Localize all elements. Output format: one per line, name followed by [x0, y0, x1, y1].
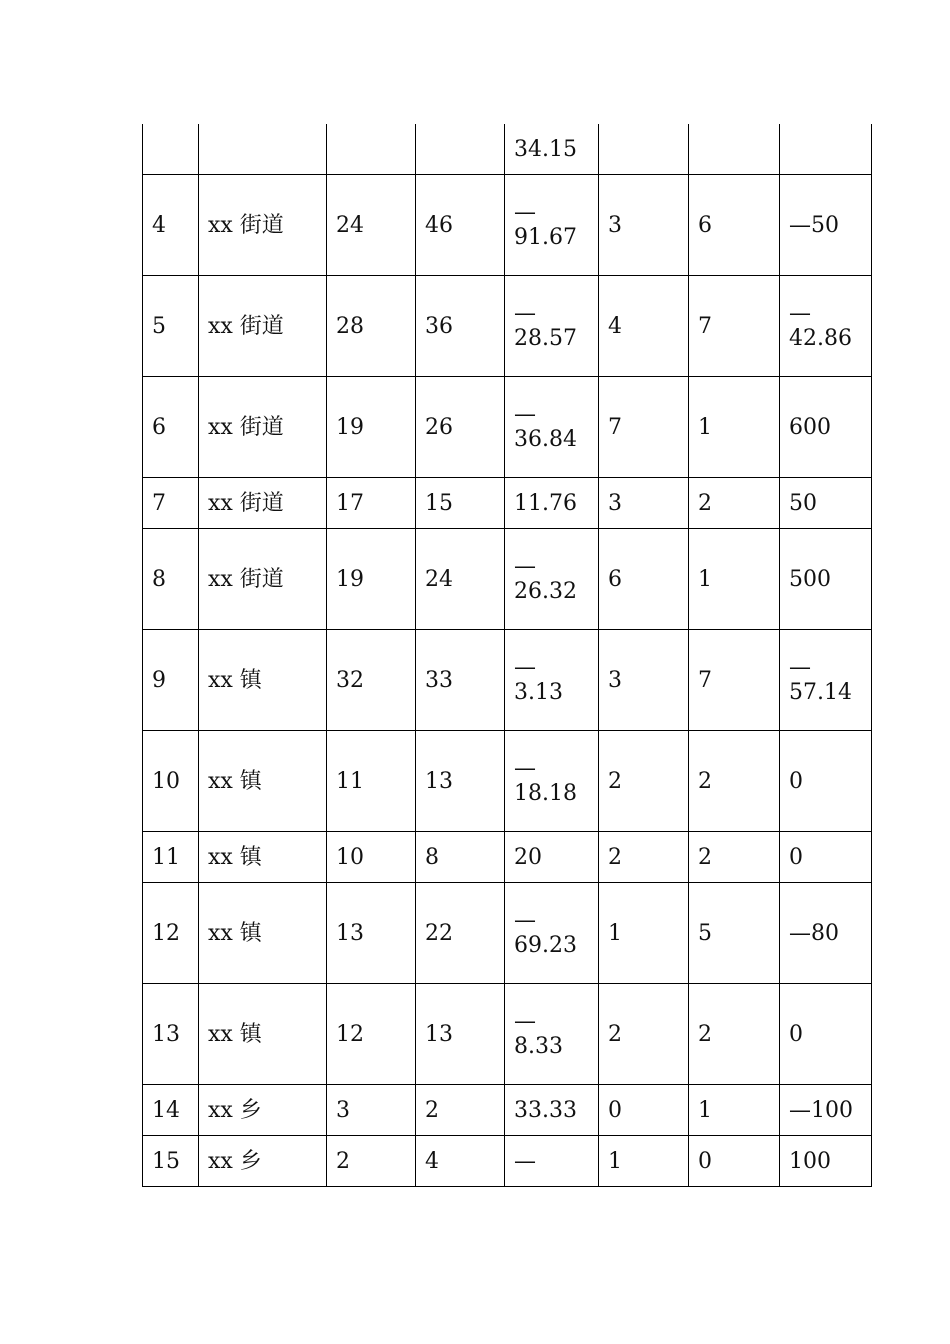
cell-value-c [599, 124, 689, 175]
cell-value-c: 0 [599, 1085, 689, 1136]
cell-rate-2 [780, 529, 872, 630]
cell-number: 13 [143, 984, 199, 1085]
cell-text-line: 33.33 [514, 1097, 577, 1123]
cell-text-line: 26.32 [514, 579, 577, 604]
cell-value-b: 46 [416, 175, 505, 276]
cell-text-line: — [514, 554, 536, 579]
cell-value-c: 1 [599, 1136, 689, 1187]
cell-number: 12 [143, 883, 199, 984]
cell-value-a: 2 [327, 1136, 416, 1187]
cell-value-d: 2 [689, 984, 780, 1085]
cell-value-b: 33 [416, 630, 505, 731]
cell-text-line: 91.67 [514, 225, 577, 250]
cell-number: 15 [143, 1136, 199, 1187]
cell-text-line: — [514, 301, 536, 326]
cell-value-a: 32 [327, 630, 416, 731]
table-row [143, 832, 872, 883]
cell-rate-1 [505, 276, 599, 377]
cell-area-name: xx 镇 [199, 731, 327, 832]
cell-rate-2 [780, 1136, 872, 1187]
cell-number: 10 [143, 731, 199, 832]
cell-text-line: — [514, 402, 536, 427]
cell-text-line: 0 [789, 844, 803, 870]
cell-value-c: 2 [599, 832, 689, 883]
cell-text-line: — [514, 908, 536, 933]
cell-text-line: 500 [789, 566, 831, 592]
cell-rate-1 [505, 731, 599, 832]
cell-value-a: 3 [327, 1085, 416, 1136]
cell-text-line: 42.86 [789, 326, 852, 351]
table-row [143, 883, 872, 984]
cell-value-a: 10 [327, 832, 416, 883]
cell-rate-1 [505, 175, 599, 276]
cell-text-line: — [789, 655, 811, 680]
cell-value-d: 2 [689, 731, 780, 832]
cell-value-a: 19 [327, 377, 416, 478]
table-row [143, 529, 872, 630]
cell-text-line: — [789, 301, 811, 326]
cell-value-c: 2 [599, 731, 689, 832]
cell-area-name: xx 街道 [199, 478, 327, 529]
cell-value-b: 13 [416, 984, 505, 1085]
cell-number: 5 [143, 276, 199, 377]
cell-rate-1 [505, 1085, 599, 1136]
cell-value-d [689, 124, 780, 175]
cell-area-name [199, 124, 327, 175]
cell-value-b: 22 [416, 883, 505, 984]
cell-value-d: 1 [689, 529, 780, 630]
cell-rate-1 [505, 478, 599, 529]
cell-area-name: xx 街道 [199, 377, 327, 478]
table-row [143, 731, 872, 832]
cell-text-line: — [514, 1009, 536, 1034]
cell-value-c: 6 [599, 529, 689, 630]
cell-number: 9 [143, 630, 199, 731]
cell-area-name: xx 乡 [199, 1085, 327, 1136]
cell-area-name: xx 镇 [199, 883, 327, 984]
cell-rate-1 [505, 1136, 599, 1187]
cell-value-a: 17 [327, 478, 416, 529]
cell-value-b: 26 [416, 377, 505, 478]
cell-value-a: 13 [327, 883, 416, 984]
cell-value-c: 3 [599, 175, 689, 276]
cell-rate-1 [505, 832, 599, 883]
table-row [143, 630, 872, 731]
cell-text-line: 100 [789, 1148, 831, 1174]
table-row [143, 124, 872, 175]
cell-value-d: 1 [689, 377, 780, 478]
cell-text-line: 20 [514, 844, 542, 870]
cell-rate-2 [780, 832, 872, 883]
cell-value-b: 15 [416, 478, 505, 529]
cell-text-line: —50 [789, 212, 839, 238]
cell-value-c: 7 [599, 377, 689, 478]
cell-value-d: 5 [689, 883, 780, 984]
cell-text-line: — [514, 200, 536, 225]
statistics-table [142, 124, 872, 1187]
cell-area-name: xx 街道 [199, 529, 327, 630]
cell-text-line: 57.14 [789, 680, 852, 705]
cell-text-line: — [514, 1148, 536, 1174]
table-row [143, 984, 872, 1085]
cell-number: 11 [143, 832, 199, 883]
cell-value-c: 4 [599, 276, 689, 377]
cell-text-line: — [514, 756, 536, 781]
cell-value-a: 19 [327, 529, 416, 630]
cell-area-name: xx 镇 [199, 832, 327, 883]
cell-number: 14 [143, 1085, 199, 1136]
cell-area-name: xx 乡 [199, 1136, 327, 1187]
cell-rate-2 [780, 731, 872, 832]
cell-value-a: 28 [327, 276, 416, 377]
cell-rate-2 [780, 630, 872, 731]
cell-value-d: 0 [689, 1136, 780, 1187]
cell-rate-2 [780, 984, 872, 1085]
cell-rate-1 [505, 630, 599, 731]
cell-value-d: 2 [689, 478, 780, 529]
cell-rate-2 [780, 175, 872, 276]
cell-number: 8 [143, 529, 199, 630]
cell-value-b: 24 [416, 529, 505, 630]
cell-text-line: —100 [789, 1097, 853, 1123]
cell-text-line: 18.18 [514, 781, 577, 806]
cell-value-c: 1 [599, 883, 689, 984]
table-row [143, 175, 872, 276]
table-body [143, 124, 872, 1187]
table-row [143, 1136, 872, 1187]
cell-rate-2 [780, 478, 872, 529]
cell-value-d: 1 [689, 1085, 780, 1136]
cell-text-line: 3.13 [514, 680, 563, 705]
cell-value-d: 6 [689, 175, 780, 276]
cell-text-line: 0 [789, 1021, 803, 1047]
cell-value-a: 12 [327, 984, 416, 1085]
cell-rate-1 [505, 883, 599, 984]
cell-value-a: 24 [327, 175, 416, 276]
cell-value-c: 3 [599, 630, 689, 731]
cell-area-name: xx 镇 [199, 630, 327, 731]
table-row [143, 1085, 872, 1136]
cell-text-line: 69.23 [514, 933, 577, 958]
cell-rate-2 [780, 124, 872, 175]
cell-value-b: 13 [416, 731, 505, 832]
table-row [143, 377, 872, 478]
cell-rate-2 [780, 276, 872, 377]
cell-rate-1 [505, 529, 599, 630]
cell-text-line: 36.84 [514, 427, 577, 452]
cell-area-name: xx 街道 [199, 175, 327, 276]
cell-rate-1 [505, 984, 599, 1085]
cell-value-a: 11 [327, 731, 416, 832]
cell-number [143, 124, 199, 175]
cell-value-b: 8 [416, 832, 505, 883]
cell-text-line: 50 [789, 490, 817, 516]
cell-rate-2 [780, 377, 872, 478]
cell-value-b [416, 124, 505, 175]
cell-area-name: xx 街道 [199, 276, 327, 377]
cell-number: 4 [143, 175, 199, 276]
cell-rate-2 [780, 1085, 872, 1136]
cell-text-line: —80 [789, 920, 839, 946]
cell-text-line: 8.33 [514, 1034, 563, 1059]
cell-rate-1 [505, 377, 599, 478]
cell-text-line: 0 [789, 768, 803, 794]
cell-value-d: 2 [689, 832, 780, 883]
table-row [143, 478, 872, 529]
cell-value-b: 2 [416, 1085, 505, 1136]
cell-value-d: 7 [689, 276, 780, 377]
cell-rate-2 [780, 883, 872, 984]
cell-text-line: 600 [789, 414, 831, 440]
cell-text-line: 28.57 [514, 326, 577, 351]
cell-text-line: 11.76 [514, 490, 577, 516]
table-row [143, 276, 872, 377]
cell-value-b: 36 [416, 276, 505, 377]
cell-rate-1 [505, 124, 599, 175]
cell-number: 7 [143, 478, 199, 529]
cell-text-line: — [514, 655, 536, 680]
cell-value-b: 4 [416, 1136, 505, 1187]
cell-text-line: 34.15 [514, 136, 577, 162]
cell-value-a [327, 124, 416, 175]
cell-number: 6 [143, 377, 199, 478]
cell-value-d: 7 [689, 630, 780, 731]
cell-value-c: 3 [599, 478, 689, 529]
cell-value-c: 2 [599, 984, 689, 1085]
cell-area-name: xx 镇 [199, 984, 327, 1085]
